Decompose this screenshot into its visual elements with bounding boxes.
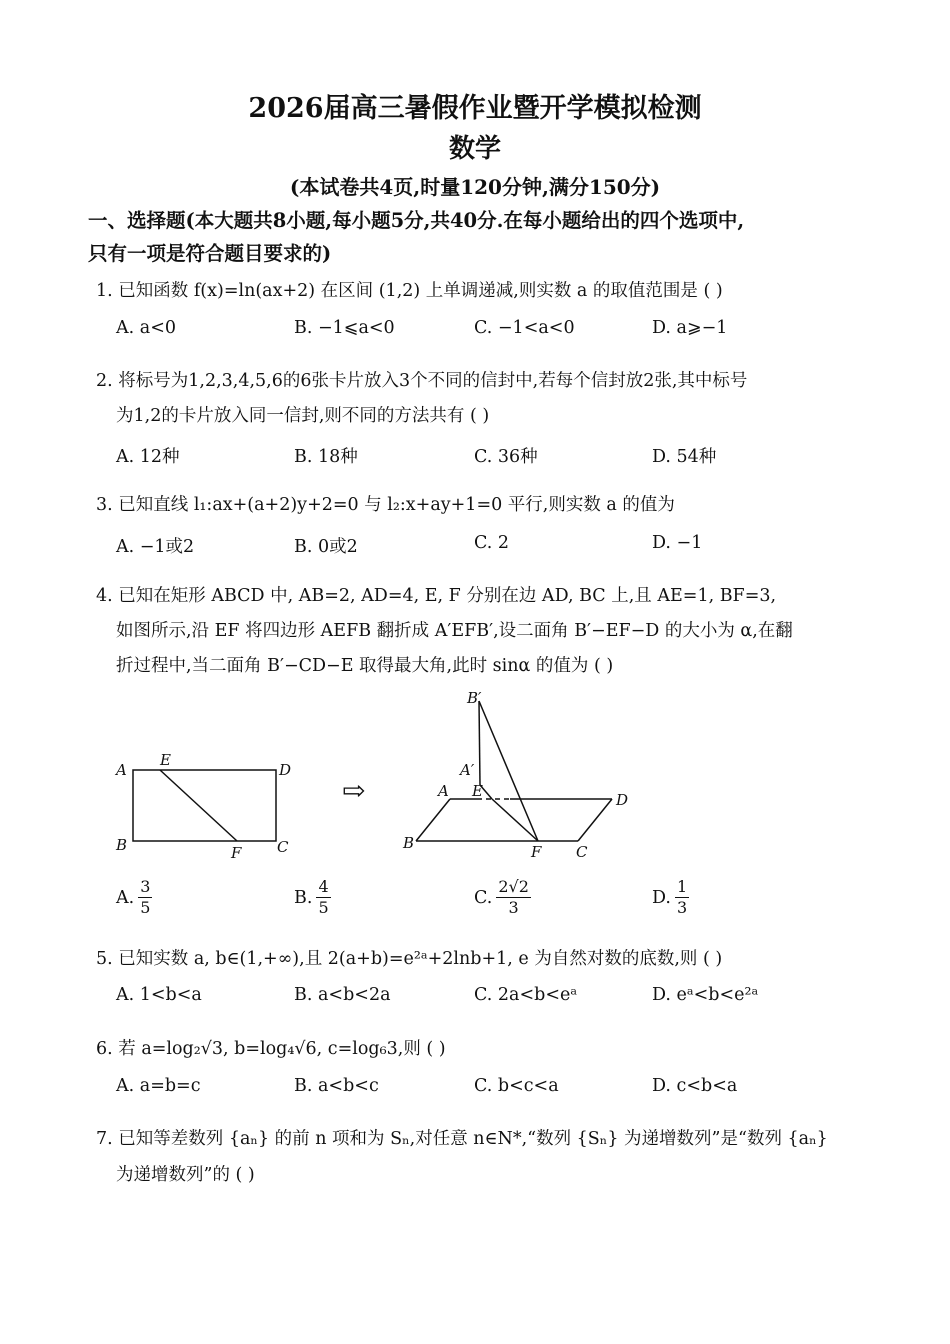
exam-title: 2026届高三暑假作业暨开学模拟检测	[248, 93, 702, 124]
question-1-text: 1. 已知函数 f(x)=ln(ax+2) 在区间 (1,2) 上单调递减,则实数 a 的取值范围是 ( )	[96, 281, 723, 301]
q1-option-a: A. a<0	[116, 318, 176, 338]
q4-option-c	[474, 877, 531, 918]
q4-option-c-num: 2√2	[498, 877, 529, 896]
q2-option-a: A. 12种	[116, 447, 180, 467]
question-3-text: 3. 已知直线 l₁:ax+(a+2)y+2=0 与 l₂:x+ay+1=0 平行,则实数 a 的值为	[96, 495, 675, 515]
question-5-text: 5. 已知实数 a, b∈(1,+∞),且 2(a+b)=e²ᵃ+2lnb+1, e 为自然对数的底数,则 ( )	[96, 949, 723, 969]
q1-option-b: B. −1⩽a<0	[294, 318, 395, 338]
q1-option-c: C. −1<a<0	[474, 318, 575, 338]
exam-info: (本试卷共4页,时量120分钟,满分150分)	[289, 175, 661, 199]
q6-option-c: C. b<c<a	[474, 1076, 559, 1096]
q4-option-a-den: 5	[140, 898, 151, 917]
q5-option-c: C. 2a<b<eᵃ	[474, 985, 578, 1005]
right-label-e: E	[472, 782, 483, 800]
q4-option-d-num: 1	[676, 877, 688, 896]
left-label-b: B	[116, 836, 128, 854]
left-label-f: F	[231, 844, 242, 862]
folded-figure	[416, 701, 612, 841]
fold-arrow-icon: ⇨	[342, 774, 366, 807]
q4-option-a	[116, 877, 152, 918]
rectangle-abcd-figure	[133, 770, 276, 841]
q2-option-b: B. 18种	[294, 447, 358, 467]
q3-option-b: B. 0或2	[294, 537, 358, 557]
right-label-b: B	[403, 834, 415, 852]
q4-option-a-fraction	[138, 877, 152, 918]
left-label-e: E	[160, 751, 171, 769]
q4-figure	[100, 680, 660, 870]
right-label-b-prime: B′	[467, 689, 482, 707]
q4-option-b-label: B.	[294, 887, 313, 908]
q5-option-a: A. 1<b<a	[116, 985, 202, 1005]
question-2-text-line1: 2. 将标号为1,2,3,4,5,6的6张卡片放入3个不同的信封中,若每个信封放2张,其中标号	[96, 371, 748, 391]
q5-option-b: B. a<b<2a	[294, 985, 391, 1005]
q2-option-c: C. 36种	[474, 447, 538, 467]
q3-option-d: D. −1	[652, 533, 703, 553]
q3-option-c: C. 2	[474, 533, 510, 553]
question-4-text-line2: 如图所示,沿 EF 将四边形 AEFB 翻折成 A′EFB′,设二面角 B′−EF−D 的大小为 α,在翻	[116, 621, 793, 641]
q4-option-d-label: D.	[652, 887, 671, 908]
right-label-c: C	[576, 843, 588, 861]
q4-option-a-label: A.	[116, 887, 135, 908]
question-2-text-line2: 为1,2的卡片放入同一信封,则不同的方法共有 ( )	[116, 406, 490, 426]
q4-option-c-den: 3	[508, 898, 519, 917]
q4-option-b-num: 4	[318, 877, 329, 896]
section-heading-line2: 只有一项是符合题目要求的)	[88, 242, 332, 265]
q4-option-a-num: 3	[140, 877, 151, 896]
right-label-f: F	[531, 843, 542, 861]
q4-option-b-den: 5	[318, 898, 329, 917]
right-label-a-prime: A′	[460, 761, 475, 779]
left-label-a: A	[116, 761, 127, 779]
q5-option-d: D. eᵃ<b<e²ᵃ	[652, 985, 759, 1005]
subject-title: 数学	[448, 134, 501, 164]
q6-option-d: D. c<b<a	[652, 1076, 738, 1096]
q2-option-d: D. 54种	[652, 447, 717, 467]
right-label-d: D	[616, 791, 629, 809]
section-heading-line1: 一、选择题(本大题共8小题,每小题5分,共40分.在每小题给出的四个选项中,	[88, 209, 745, 232]
q4-option-c-label: C.	[474, 887, 493, 908]
q4-option-d-fraction	[675, 877, 689, 918]
question-7-text-line2: 为递增数列”的 ( )	[116, 1165, 255, 1185]
q4-option-d-den: 3	[676, 898, 688, 917]
left-label-c: C	[277, 838, 289, 856]
q6-option-b: B. a<b<c	[294, 1076, 379, 1096]
question-4-text-line1: 4. 已知在矩形 ABCD 中, AB=2, AD=4, E, F 分别在边 AD, BC 上,且 AE=1, BF=3,	[96, 586, 777, 606]
q4-option-d	[652, 877, 689, 918]
q4-option-b-fraction	[316, 877, 330, 918]
q4-option-b	[294, 877, 331, 918]
question-4-text-line3: 折过程中,当二面角 B′−CD−E 取得最大角,此时 sinα 的值为 ( )	[116, 656, 614, 676]
question-6-text: 6. 若 a=log₂√3, b=log₄√6, c=log₆3,则 ( )	[96, 1039, 446, 1059]
left-label-d: D	[279, 761, 292, 779]
question-7-text-line1: 7. 已知等差数列 {aₙ} 的前 n 项和为 Sₙ,对任意 n∈N*,“数列 {Sₙ} 为递增数列”是“数列 {aₙ}	[96, 1129, 828, 1149]
q4-option-c-fraction	[496, 877, 531, 918]
q3-option-a: A. −1或2	[116, 537, 195, 557]
q6-option-a: A. a=b=c	[116, 1076, 201, 1096]
q1-option-d: D. a⩾−1	[652, 318, 728, 338]
right-label-a: A	[438, 782, 449, 800]
